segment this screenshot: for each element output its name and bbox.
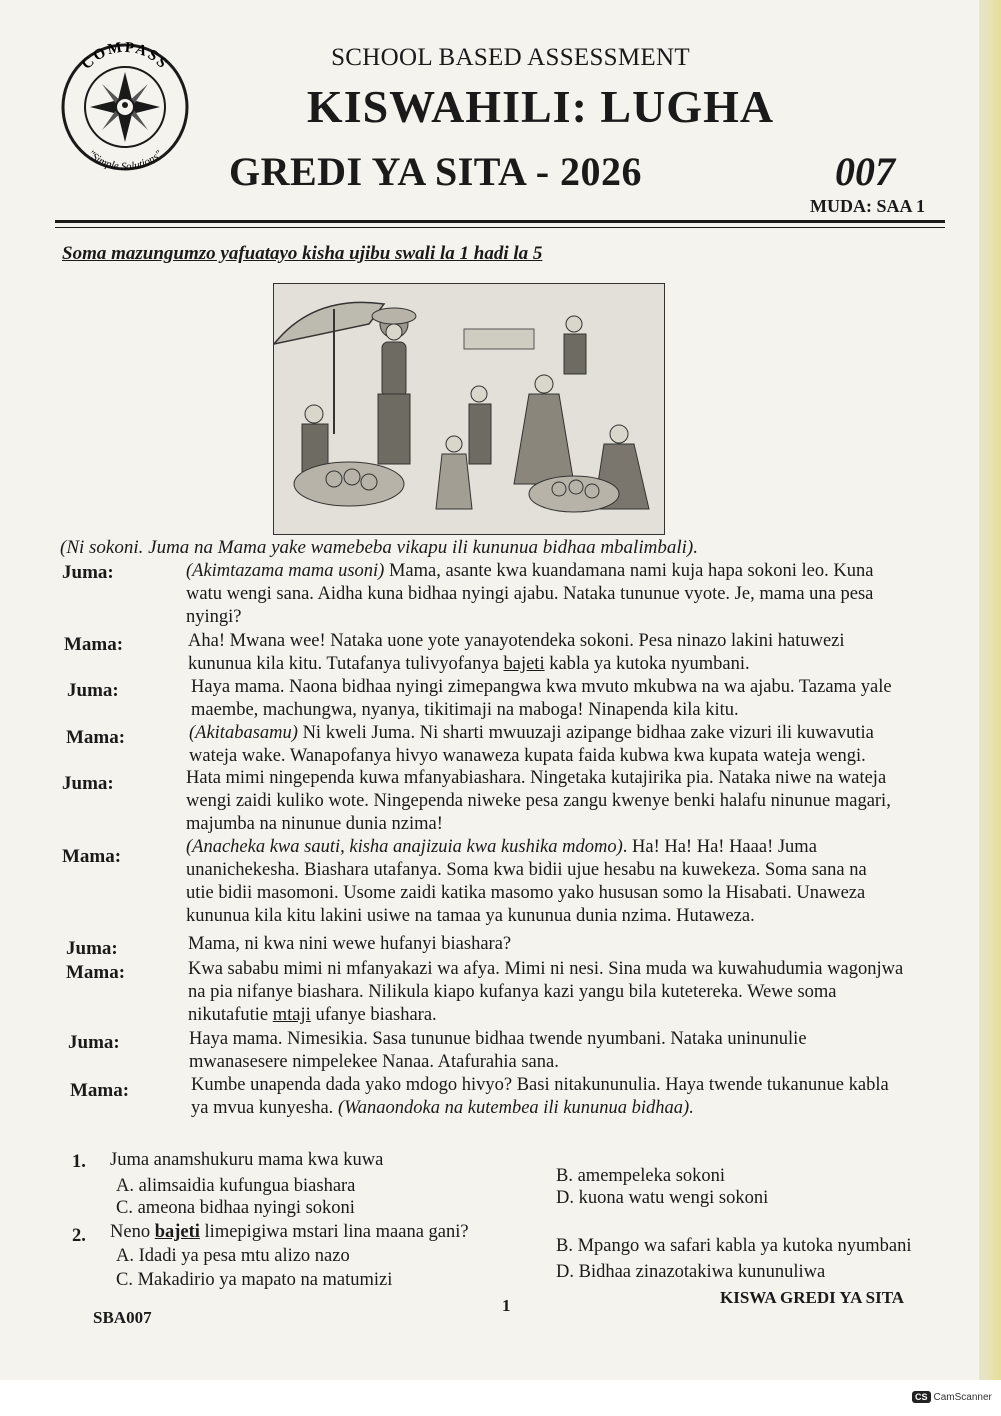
dialogue-line: Hata mimi ningependa kuwa mfanyabiashara. Ningetaka kutajirika pia. Nataka niwe na wateja wengi zaidi kuliko wote. Ningependa niweke pesa zangu kwenye benki halafu ninunue magari, majumba na ninunue dunia nzima! xyxy=(186,768,891,834)
header-rule xyxy=(55,220,945,223)
option-a[interactable]: A. alimsaidia kufungua biashara xyxy=(116,1176,356,1196)
dialogue-line: Haya mama. Naona bidhaa nyingi zimepangwa kwa mvuto mkubwa na wa ajabu. Tazama yale maembe, machungwa, nyanya, tikitimaji na maboga! Ninapenda kila kitu. xyxy=(191,677,892,720)
speaker-label: Mama: xyxy=(66,962,126,983)
underlined-word: mtaji xyxy=(272,1005,311,1025)
option-d[interactable]: D. Bidhaa zinazotakiwa kununuliwa xyxy=(556,1262,826,1282)
speaker-label: Juma: xyxy=(67,680,119,701)
dialogue-line: Kumbe unapenda dada yako mdogo hivyo? Basi nitakununulia. Haya twende tukanunue kabla ya mvua kunyesha. (Wanaondoka na kutembea ili kununua bidhaa). xyxy=(191,1075,889,1118)
scanner-watermark: CS CamScanner xyxy=(912,1391,992,1403)
dialogue-line: (Akimtazama mama usoni) Mama, asante kwa kuandamana nami kuja hapa sokoni leo. Kuna watu wengi sana. Aidha kuna bidhaa nyingi ajabu. Nataka tununue vyote. Je, mama una pesa nyingi? xyxy=(186,561,874,627)
option-b[interactable]: B. amempeleka sokoni xyxy=(556,1166,726,1186)
option-c[interactable]: C. ameona bidhaa nyingi sokoni xyxy=(116,1198,355,1218)
subject-title: KISWAHILI: LUGHA xyxy=(306,81,775,132)
footer-subject: KISWA GREDI YA SITA xyxy=(720,1288,905,1307)
speaker-label: Juma: xyxy=(68,1032,120,1053)
speaker-label: Juma: xyxy=(66,938,118,959)
footer-code: SBA007 xyxy=(93,1308,152,1327)
option-b[interactable]: B. Mpango wa safari kabla ya kutoka nyumbani xyxy=(556,1236,912,1256)
option-d[interactable]: D. kuona watu wengi sokoni xyxy=(556,1188,769,1208)
instruction: Soma mazungumzo yafuatayo kisha ujibu swali la 1 hadi la 5 xyxy=(62,243,543,264)
page-edge xyxy=(979,0,1001,1380)
svg-text:COMPASS: COMPASS xyxy=(78,40,172,73)
dialogue-line: Kwa sababu mimi ni mfanyakazi wa afya. Mimi ni nesi. Sina muda wa kuwahudumia wagonjwa na pia nifanye biashara. Nilikula kiapo kufanya kazi yangu bila kutetereka. Wewe soma nikutafutie mtaji ufanye biashara. xyxy=(188,959,904,1025)
grade-title: GREDI YA SITA - 2026 xyxy=(228,149,643,194)
assessment-title: SCHOOL BASED ASSESSMENT xyxy=(331,44,690,71)
question-stem: Neno bajeti limepigiwa mstari lina maana gani? xyxy=(110,1222,469,1242)
underlined-word: bajeti xyxy=(154,1222,200,1242)
dialogue-line: (Akitabasamu) Ni kweli Juma. Ni sharti mwuuzaji azipange bidhaa zake vizuri ili kuwavutia wateja wake. Wanapofanya hivyo wanaweza kupata faida kubwa kwa kupata wateja wengi. xyxy=(189,723,874,766)
page-number: 1 xyxy=(502,1296,511,1315)
question-number: 2. xyxy=(72,1226,86,1246)
speaker-label: Mama: xyxy=(70,1080,130,1101)
speaker-label: Juma: xyxy=(62,562,114,583)
header-rule-thin xyxy=(55,227,945,228)
market-illustration xyxy=(273,283,665,535)
scene-description: (Ni sokoni. Juma na Mama yake wamebeba vikapu ili kununua bidhaa mbalimbali). xyxy=(60,537,698,558)
time-allowed: MUDA: SAA 1 xyxy=(810,196,925,216)
question-number: 1. xyxy=(72,1152,86,1172)
dialogue-line: (Anacheka kwa sauti, kisha anajizuia kwa kushika mdomo). Ha! Ha! Ha! Haaa! Juma unanichekesha. Biashara utafanya. Soma kwa bidii ujue hesabu na kuwekeza. Soma sana na utie bidii masomoni. Usome zaidi katika masomo yako hususan somo la Hisabati. Unaweza kununua kila kitu lakini usiwe na tamaa ya kununua dunia nzima. Hutaweza. xyxy=(186,837,867,926)
underlined-word: bajeti xyxy=(503,654,545,674)
dialogue-line: Haya mama. Nimesikia. Sasa tununue bidhaa twende nyumbani. Nataka uninunulie mwanasesere nimpelekee Nanaa. Atafurahia sana. xyxy=(189,1029,807,1072)
question-stem: Juma anamshukuru mama kwa kuwa xyxy=(110,1150,384,1170)
svg-text:"Simple Solutions": "Simple Solutions" xyxy=(85,148,165,174)
option-a[interactable]: A. Idadi ya pesa mtu alizo nazo xyxy=(116,1246,350,1266)
speaker-label: Juma: xyxy=(62,773,114,794)
option-c[interactable]: C. Makadirio ya mapato na matumizi xyxy=(116,1270,393,1290)
speaker-label: Mama: xyxy=(64,634,124,655)
camscanner-icon: CS xyxy=(912,1391,931,1403)
speaker-label: Mama: xyxy=(66,727,126,748)
paper-code: 007 xyxy=(835,149,895,194)
dialogue-line: Aha! Mwana wee! Nataka uone yote yanayotendeka sokoni. Pesa ninazo lakini hatuwezi kununua kila kitu. Tutafanya tulivyofanya bajeti kabla ya kutoka nyumbani. xyxy=(188,631,845,674)
dialogue-line: Mama, ni kwa nini wewe hufanyi biashara? xyxy=(188,934,512,954)
speaker-label: Mama: xyxy=(62,846,122,867)
